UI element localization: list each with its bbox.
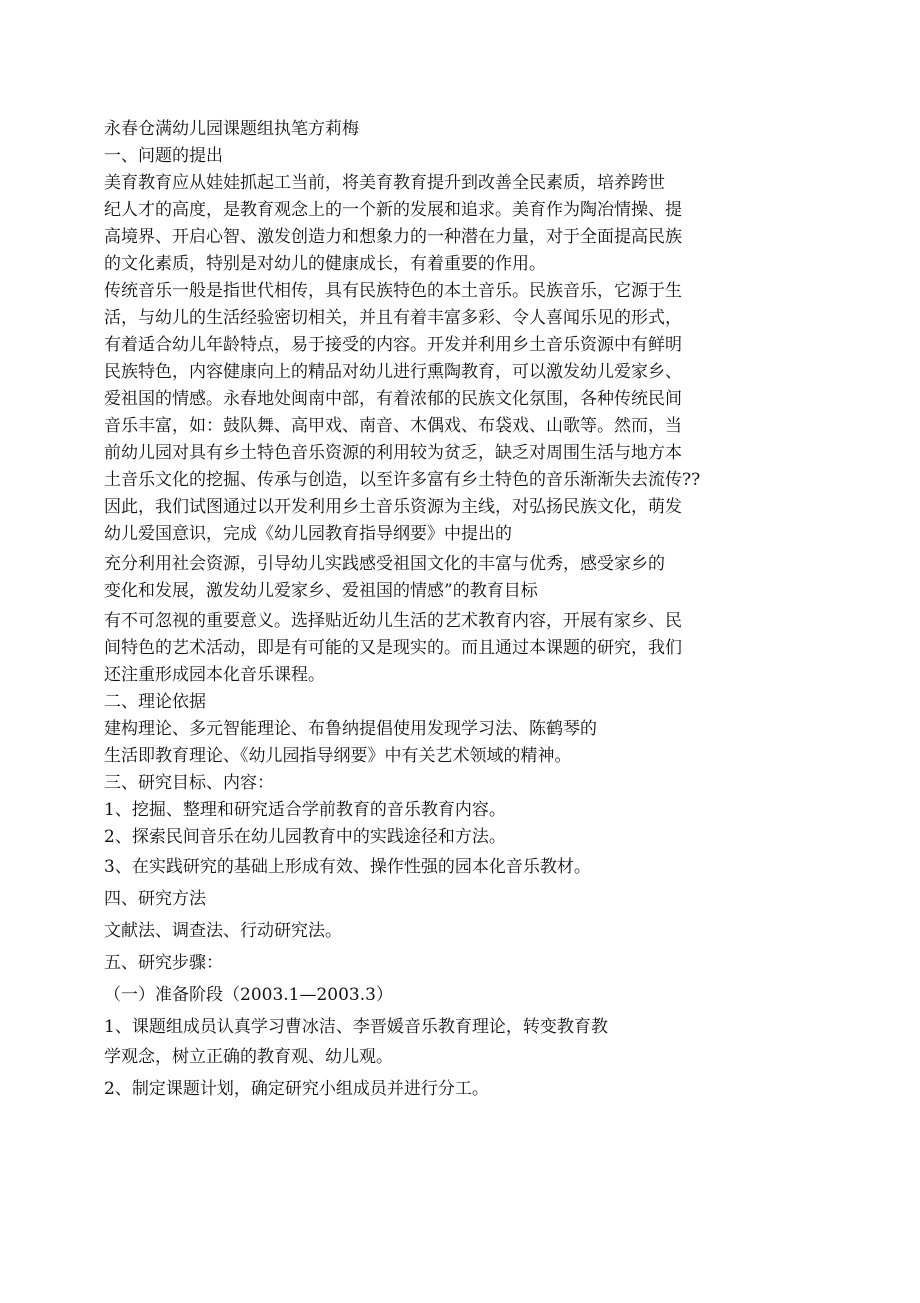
paragraph-line: 有着适合幼儿年龄特点，易于接受的内容。开发并利用乡土音乐资源中有鲜明 [104, 335, 682, 355]
paragraph-line: 建构理论、多元智能理论、布鲁纳提倡使用发现学习法、陈鹤琴的 [104, 719, 597, 739]
paragraph-line: 活，与幼儿的生活经验密切相关，并且有着丰富多彩、令人喜闻乐见的形式， [104, 308, 682, 328]
paragraph-line: 幼儿爱国意识，完成《幼儿园教育指导纲要》中提出的 [104, 524, 512, 544]
paragraph-line: 民族特色，内容健康向上的精品对幼儿进行熏陶教育，可以激发幼儿爱家乡、 [104, 362, 682, 382]
paragraph-line: 文献法、调查法、行动研究法。 [104, 921, 342, 941]
paragraph-line: 的文化素质，特别是对幼儿的健康成长，有着重要的作用。 [104, 254, 546, 274]
paragraph-line: 生活即教育理论、《幼儿园指导纲要》中有关艺术领域的精神。 [104, 746, 572, 766]
section-heading-problem: 一、问题的提出 [104, 146, 223, 166]
paragraph-line: 纪人才的高度，是教育观念上的一个新的发展和追求。美育作为陶冶情操、提 [104, 200, 682, 220]
paragraph-line: 前幼儿园对具有乡土特色音乐资源的利用较为贫乏，缺乏对周围生活与地方本 [104, 443, 682, 463]
document-body [104, 116, 816, 1103]
paragraph-line: 土音乐文化的挖掘、传承与创造，以至许多富有乡土特色的音乐渐渐失去流传?? [104, 470, 701, 490]
paragraph-line: 间特色的艺术活动，即是有可能的又是现实的。而且通过本课题的研究，我们 [104, 638, 682, 658]
section-heading-theory: 二、理论依据 [104, 692, 206, 712]
list-item: 2、制定课题计划，确定研究小组成员并进行分工。 [104, 1079, 489, 1099]
list-item: 学观念，树立正确的教育观、幼儿观。 [104, 1047, 393, 1067]
list-item: 3、在实践研究的基础上形成有效、操作性强的园本化音乐教材。 [104, 857, 591, 877]
subsection-heading-preparation: （一）准备阶段（2003.1—2003.3） [104, 985, 393, 1005]
paragraph-line: 有不可忽视的重要意义。选择贴近幼儿生活的艺术教育内容，开展有家乡、民 [104, 611, 682, 631]
paragraph-line: 因此，我们试图通过以开发利用乡土音乐资源为主线，对弘扬民族文化，萌发 [104, 497, 682, 517]
paragraph-line: 爱祖国的情感。永春地处闽南中部，有着浓郁的民族文化氛围，各种传统民间 [104, 389, 682, 409]
paragraph-line: 还注重形成园本化音乐课程。 [104, 665, 325, 685]
section-heading-steps: 五、研究步骤： [104, 953, 223, 973]
list-item: 1、挖掘、整理和研究适合学前教育的音乐教育内容。 [104, 800, 506, 820]
author-line: 永春仓满幼儿园课题组执笔方莉梅 [104, 119, 359, 139]
list-item: 2、探索民间音乐在幼儿园教育中的实践途径和方法。 [104, 827, 506, 847]
paragraph-line: 变化和发展，激发幼儿爱家乡、爱祖国的情感”的教育目标 [104, 581, 538, 601]
list-item: 1、课题组成员认真学习曹冰洁、李晋媛音乐教育理论，转变教育教 [104, 1017, 608, 1037]
section-heading-goals: 三、研究目标、内容： [104, 773, 274, 793]
paragraph-line: 美育教育应从娃娃抓起工当前，将美育教育提升到改善全民素质，培养跨世 [104, 173, 665, 193]
section-heading-methods: 四、研究方法 [104, 889, 206, 909]
paragraph-line: 音乐丰富，如：鼓队舞、高甲戏、南音、木偶戏、布袋戏、山歌等。然而，当 [104, 416, 682, 436]
paragraph-line: 高境界、开启心智、激发创造力和想象力的一种潜在力量，对于全面提高民族 [104, 227, 682, 247]
paragraph-line: 传统音乐一般是指世代相传，具有民族特色的本土音乐。民族音乐，它源于生 [104, 281, 682, 301]
paragraph-line: 充分利用社会资源，引导幼儿实践感受祖国文化的丰富与优秀，感受家乡的 [104, 554, 665, 574]
